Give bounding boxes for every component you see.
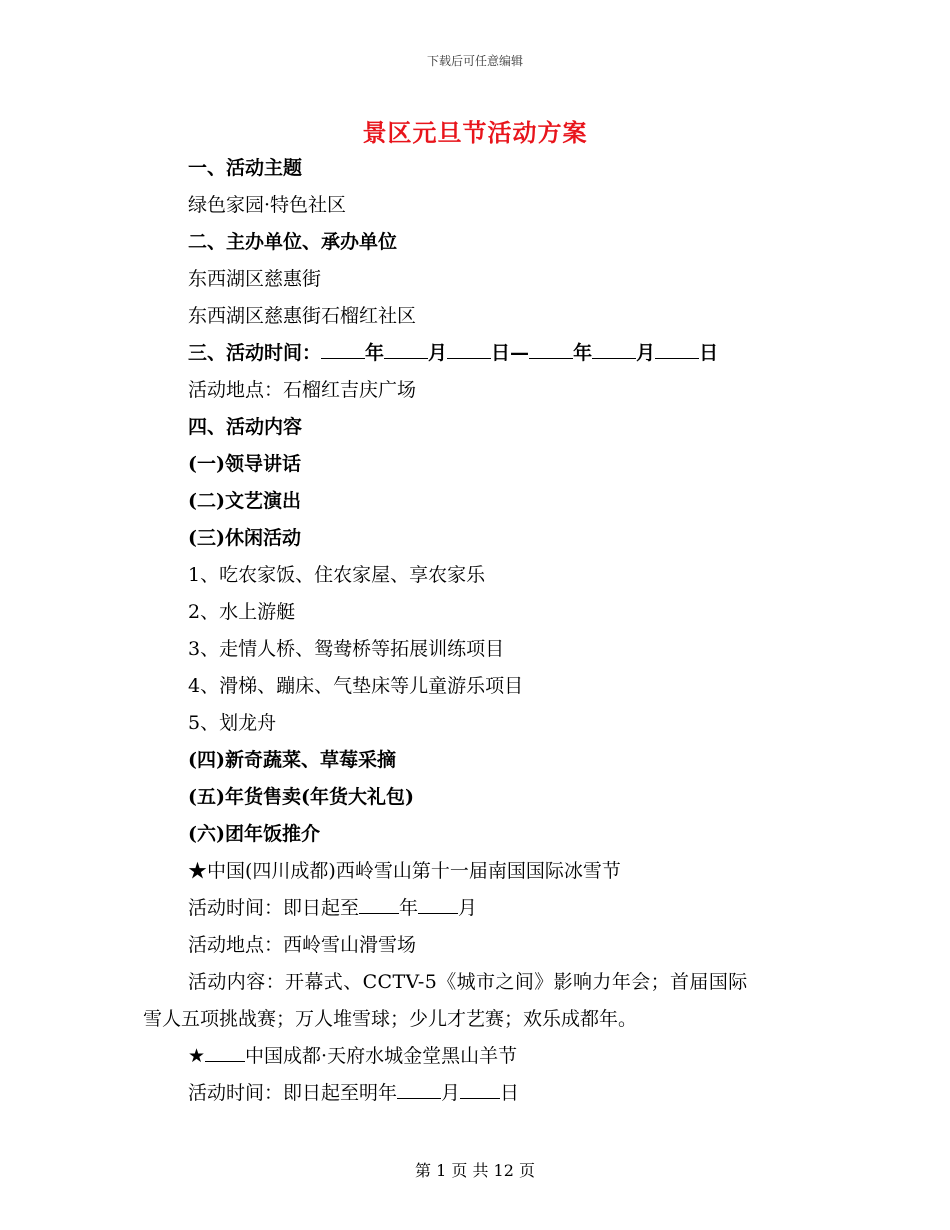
- goat-festival-name: 中国成都·天府水城金堂黑山羊节: [245, 1045, 518, 1067]
- subheading-performance: (二)文艺演出: [188, 490, 301, 512]
- goat-time-month: 月: [441, 1082, 461, 1104]
- goat-time-label: 活动时间：即日起至明年: [188, 1082, 398, 1104]
- list-item: 2、水上游艇: [188, 601, 296, 623]
- paragraph-goat-time: [0, 1075, 950, 1112]
- paragraph-co-organizer: 东西湖区慈惠街石榴红社区: [188, 305, 417, 327]
- subheading-leisure: (三)休闲活动: [188, 527, 301, 549]
- list-item: 5、划龙舟: [188, 712, 277, 734]
- paragraph-theme: 绿色家园·特色社区: [188, 194, 347, 216]
- paragraph-snow-location: 活动地点：西岭雪山滑雪场: [188, 934, 417, 956]
- time-year: 年: [365, 342, 385, 364]
- blank-field: [397, 1076, 441, 1099]
- snow-time-month: 月: [458, 897, 478, 919]
- header-note: 下载后可任意编辑: [426, 54, 523, 68]
- paragraph-snow-content-cont: 雪人五项挑战赛；万人堆雪球；少儿才艺赛；欢乐成都年。: [143, 1008, 638, 1030]
- heading-time: [0, 335, 950, 372]
- time-day: 日: [699, 342, 719, 364]
- paragraph-location: 活动地点：石榴红吉庆广场: [188, 379, 417, 401]
- blank-field: [205, 1039, 245, 1062]
- blank-field: [460, 1076, 500, 1099]
- blank-field: [529, 336, 573, 359]
- blank-field: [447, 336, 491, 359]
- document-title: 景区元旦节活动方案: [362, 118, 588, 147]
- time-year-2: 年: [573, 342, 593, 364]
- blank-field: [384, 336, 428, 359]
- paragraph-snow-content: 活动内容：开幕式、CCTV-5《城市之间》影响力年会；首届国际: [188, 971, 748, 993]
- subheading-picking: (四)新奇蔬菜、草莓采摘: [188, 749, 396, 771]
- time-month: 月: [428, 342, 448, 364]
- paragraph-organizer: 东西湖区慈惠街: [188, 268, 322, 290]
- snow-time-label: 活动时间：即日起至: [188, 897, 360, 919]
- star-icon: ★: [188, 1045, 206, 1067]
- paragraph-goat-festival: [0, 1038, 950, 1075]
- goat-time-day: 日: [500, 1082, 520, 1104]
- blank-field: [592, 336, 636, 359]
- heading-content: 四、活动内容: [188, 416, 303, 438]
- time-month-2: 月: [636, 342, 656, 364]
- time-label: 三、活动时间：: [188, 342, 322, 364]
- document-body: [0, 150, 950, 1112]
- heading-theme: 一、活动主题: [188, 157, 303, 179]
- subheading-dinner: (六)团年饭推介: [188, 823, 320, 845]
- time-day-dash: 日—: [491, 342, 530, 364]
- paragraph-snow-time: [0, 890, 950, 927]
- list-item: 1、吃农家饭、住农家屋、享农家乐: [188, 564, 486, 586]
- paragraph-snow-festival: ★中国(四川成都)西岭雪山第十一届南国国际冰雪节: [188, 860, 621, 882]
- list-item: 4、滑梯、蹦床、气垫床等儿童游乐项目: [188, 675, 524, 697]
- blank-field: [321, 336, 365, 359]
- subheading-goods: (五)年货售卖(年货大礼包): [188, 786, 414, 808]
- subheading-speech: (一)领导讲话: [188, 453, 301, 475]
- blank-field: [418, 891, 458, 914]
- list-item: 3、走情人桥、鸳鸯桥等拓展训练项目: [188, 638, 505, 660]
- blank-field: [655, 336, 699, 359]
- page-footer: 第 1 页 共 12 页: [415, 1161, 535, 1180]
- heading-organizers: 二、主办单位、承办单位: [188, 231, 398, 253]
- snow-time-year: 年: [399, 897, 419, 919]
- blank-field: [359, 891, 399, 914]
